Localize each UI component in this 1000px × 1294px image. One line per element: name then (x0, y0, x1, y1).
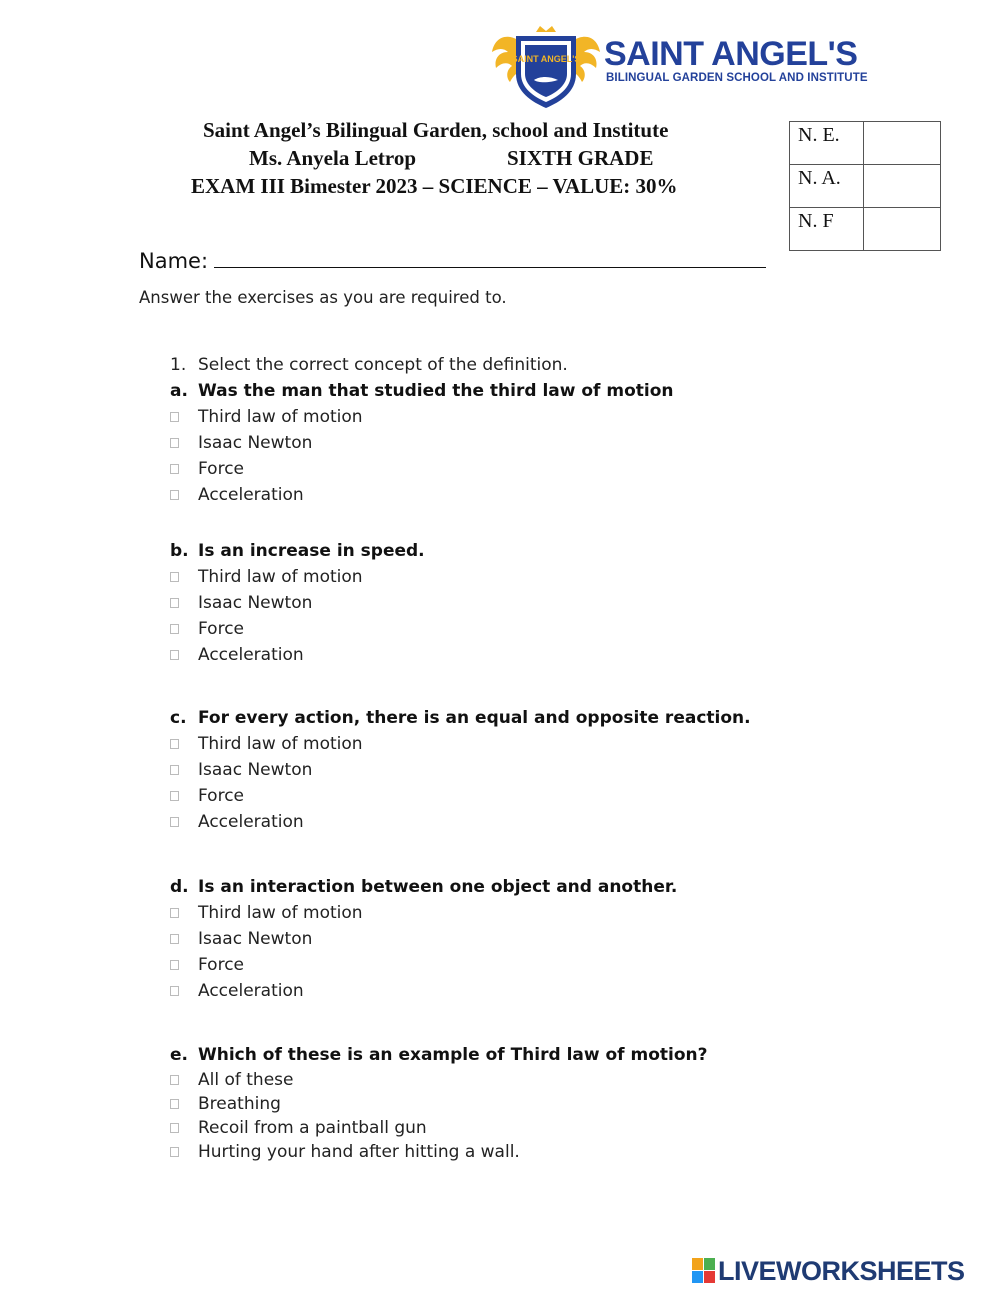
instructions: Answer the exercises as you are required to. (139, 288, 507, 307)
question-letter: a. (170, 381, 188, 401)
grade-value-nf[interactable] (864, 208, 941, 251)
option-label: Acceleration (198, 645, 304, 665)
grade-value-na[interactable] (864, 165, 941, 208)
option-label: Third law of motion (198, 567, 363, 587)
option-label: Third law of motion (198, 734, 363, 754)
option-label: Acceleration (198, 981, 304, 1001)
name-label: Name: (139, 249, 209, 273)
name-input-line[interactable] (214, 245, 766, 268)
checkbox-icon[interactable] (170, 817, 179, 827)
question-letter: e. (170, 1045, 188, 1065)
checkbox-icon[interactable] (170, 908, 179, 918)
checkbox-icon[interactable] (170, 1147, 179, 1157)
question-text: Is an increase in speed. (198, 541, 425, 561)
option-label: Isaac Newton (198, 760, 313, 780)
option-label: Force (198, 955, 244, 975)
checkbox-icon[interactable] (170, 1123, 179, 1133)
option-label: Recoil from a paintball gun (198, 1118, 427, 1138)
checkbox-icon[interactable] (170, 791, 179, 801)
option-label: Hurting your hand after hitting a wall. (198, 1142, 520, 1162)
option-label: Acceleration (198, 485, 304, 505)
checkbox-icon[interactable] (170, 438, 179, 448)
option-label: All of these (198, 1070, 294, 1090)
option-label: Breathing (198, 1094, 281, 1114)
checkbox-icon[interactable] (170, 1075, 179, 1085)
question-text: Which of these is an example of Third law of motion? (198, 1045, 708, 1065)
checkbox-icon[interactable] (170, 739, 179, 749)
question-text: Was the man that studied the third law of motion (198, 381, 674, 401)
school-logo (490, 22, 868, 110)
option-label: Force (198, 619, 244, 639)
grade-level: SIXTH GRADE (507, 146, 654, 170)
checkbox-icon[interactable] (170, 650, 179, 660)
liveworksheets-icon (692, 1258, 716, 1284)
question-letter: d. (170, 877, 189, 897)
checkbox-icon[interactable] (170, 1099, 179, 1109)
logo-brand: SAINT ANGEL'S (604, 35, 858, 73)
liveworksheets-text: LIVEWORKSHEETS (718, 1256, 965, 1286)
option-label: Force (198, 786, 244, 806)
question-letter: c. (170, 708, 187, 728)
grade-label-nf: N. F (790, 208, 864, 251)
name-row (139, 245, 766, 273)
grade-row (790, 165, 941, 208)
checkbox-icon[interactable] (170, 934, 179, 944)
checkbox-icon[interactable] (170, 464, 179, 474)
grade-row (790, 122, 941, 165)
checkbox-icon[interactable] (170, 412, 179, 422)
option-label: Isaac Newton (198, 929, 313, 949)
teacher-name: Ms. Anyela Letrop (249, 146, 417, 170)
checkbox-icon[interactable] (170, 598, 179, 608)
option-label: Isaac Newton (198, 433, 313, 453)
exercise-number: 1. (170, 355, 187, 375)
checkbox-icon[interactable] (170, 490, 179, 500)
shield-text: SAINT ANGEL'S (511, 54, 581, 64)
question-letter: b. (170, 541, 189, 561)
logo-subtitle: BILINGUAL GARDEN SCHOOL AND INSTITUTE (606, 72, 868, 84)
grade-row (790, 208, 941, 251)
checkbox-icon[interactable] (170, 624, 179, 634)
option-label: Third law of motion (198, 407, 363, 427)
liveworksheets-logo (692, 1256, 992, 1286)
checkbox-icon[interactable] (170, 572, 179, 582)
option-label: Acceleration (198, 812, 304, 832)
grade-table (789, 121, 941, 251)
checkbox-icon[interactable] (170, 765, 179, 775)
shield-emblem-icon (490, 22, 602, 110)
question-text: For every action, there is an equal and opposite reaction. (198, 708, 751, 728)
grade-value-ne[interactable] (864, 122, 941, 165)
grade-label-na: N. A. (790, 165, 864, 208)
exercise-text: Select the correct concept of the definition. (198, 355, 568, 375)
option-label: Third law of motion (198, 903, 363, 923)
checkbox-icon[interactable] (170, 960, 179, 970)
exam-title: EXAM III Bimester 2023 – SCIENCE – VALUE: 30% (191, 174, 678, 198)
school-name: Saint Angel’s Bilingual Garden, school and Institute (203, 118, 669, 142)
option-label: Force (198, 459, 244, 479)
grade-label-ne: N. E. (790, 122, 864, 165)
question-text: Is an interaction between one object and another. (198, 877, 678, 897)
checkbox-icon[interactable] (170, 986, 179, 996)
option-label: Isaac Newton (198, 593, 313, 613)
